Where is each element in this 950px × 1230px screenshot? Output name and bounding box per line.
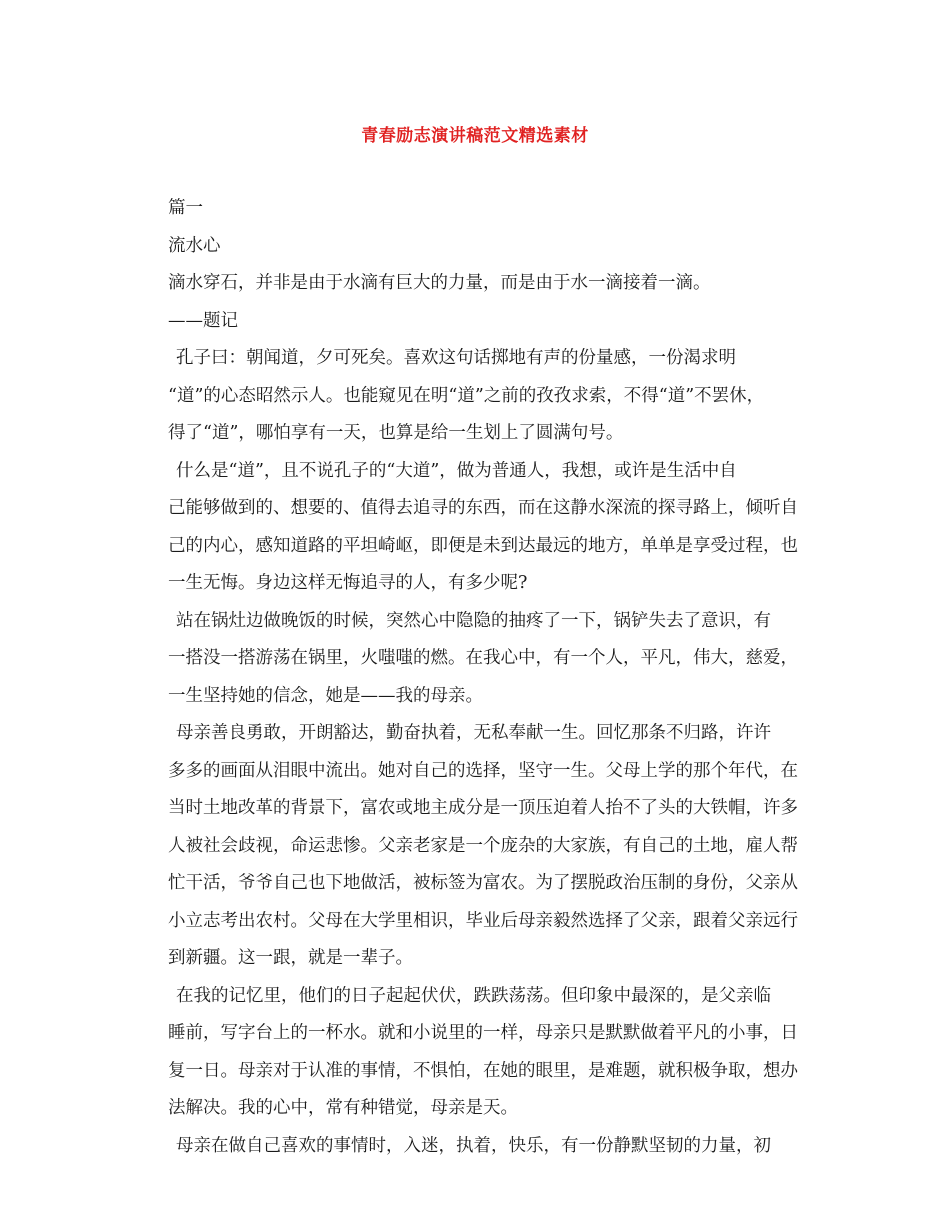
paragraph-line: 己能够做到的、想要的、值得去追寻的东西，而在这静水深流的探寻路上，倾听自 — [168, 498, 798, 518]
paragraph-line: 己的内心，感知道路的平坦崎岖，即便是未到达最远的地方，单单是享受过程，也 — [168, 535, 798, 556]
paragraph-line: 在我的记忆里，他们的日子起起伏伏，跌跌荡荡。但印象中最深的，是父亲临 — [176, 985, 771, 1006]
paragraph-line: 到新疆。这一跟，就是一辈子。 — [168, 948, 413, 968]
epigraph-attribution: ——题记 — [168, 310, 238, 331]
paragraph-line: 多多的画面从泪眼中流出。她对自己的选择，坚守一生。父母上学的那个年代，在 — [168, 760, 798, 781]
paragraph-line: 复一日。母亲对于认准的事情，不惧怕，在她的眼里，是难题，就积极争取，想办 — [168, 1060, 798, 1081]
paragraph-line: 母亲在做自己喜欢的事情时，入迷，执着，快乐，有一份静默坚韧的力量，初 — [176, 1135, 771, 1156]
paragraph-line: 法解决。我的心中，常有种错觉，母亲是天。 — [168, 1098, 518, 1118]
document-body — [168, 190, 818, 1165]
paragraph-line: 一搭没一搭游荡在锅里，火嗤嗤的燃。在我心中，有一个人，平凡，伟大，慈爱， — [168, 648, 798, 668]
paragraph-line: 人被社会歧视，命运悲惨。父亲老家是一个庞杂的大家族，有自己的土地，雇人帮 — [168, 835, 798, 856]
section-heading: 篇一 — [168, 198, 203, 218]
paragraph-line: “道”的心态昭然示人。也能窥见在明“道”之前的孜孜求索，不得“道”不罢休， — [168, 385, 765, 406]
document-title: 青春励志演讲稿范文精选素材 — [361, 126, 589, 146]
paragraph-line: 当时土地改革的背景下，富农或地主成分是一顶压迫着人抬不了头的大铁帽，许多 — [168, 798, 798, 818]
paragraph-line: 忙干活，爷爷自己也下地做活，被标签为富农。为了摆脱政治压制的身份，父亲从 — [168, 873, 798, 893]
essay-title: 流水心 — [168, 235, 221, 256]
paragraph-line: 一生坚持她的信念，她是——我的母亲。 — [168, 685, 483, 706]
paragraph-line: 小立志考出农村。父母在大学里相识，毕业后母亲毅然选择了父亲，跟着父亲远行 — [168, 910, 798, 931]
paragraph-line: 母亲善良勇敢，开朗豁达，勤奋执着，无私奉献一生。回忆那条不归路，许许 — [176, 723, 771, 743]
paragraph-line: 得了“道”，哪怕享有一天，也算是给一生划上了圆满句号。 — [168, 423, 624, 443]
epigraph: 滴水穿石，并非是由于水滴有巨大的力量，而是由于水一滴接着一滴。 — [168, 273, 711, 293]
paragraph-line: 孔子曰：朝闻道，夕可死矣。喜欢这句话掷地有声的份量感，一份渴求明 — [176, 348, 736, 368]
paragraph-line: 站在锅灶边做晚饭的时候，突然心中隐隐的抽疼了一下，锅铲失去了意识，有 — [176, 610, 771, 631]
paragraph-line: 一生无悔。身边这样无悔追寻的人，有多少呢? — [168, 573, 528, 593]
paragraph-line: 什么是“道”，且不说孔子的“大道”，做为普通人，我想，或许是生活中自 — [176, 460, 737, 481]
paragraph-line: 睡前，写字台上的一杯水。就和小说里的一样，母亲只是默默做着平凡的小事，日 — [168, 1023, 798, 1043]
